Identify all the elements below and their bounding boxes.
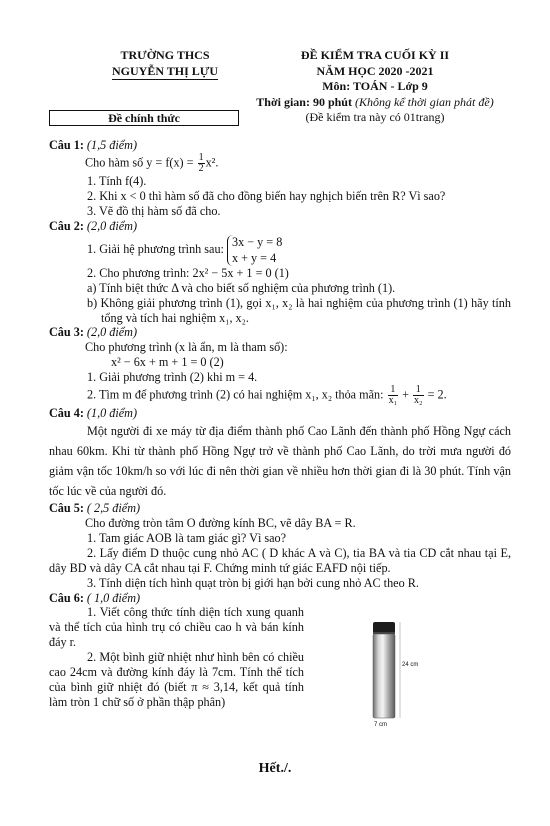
- q1-frac-den: 2: [198, 162, 204, 174]
- time-label: Thời gian: 90 phút: [256, 94, 352, 109]
- q2-item-b: b) Không giải phương trình (1), gọi x₁, x₂ là hai nghiệm của phương trình (1) hãy tính tổng và tích hai nghiệm x₁, x₂.: [87, 295, 511, 325]
- exam-body: [49, 138, 511, 710]
- q3-tail: = 2.: [424, 387, 447, 402]
- q1-frac-num: 1: [198, 151, 204, 163]
- q3-intro: Cho phương trình (x là ẩn, m là tham số):: [85, 340, 288, 355]
- q2-system: [227, 235, 282, 266]
- q2-item2: 2. Cho phương trình: 2x² − 5x + 1 = 0 (1): [87, 265, 289, 280]
- thermos-height-label: 24 cm: [402, 662, 419, 668]
- q2-item1: 1. Giải hệ phương trình sau:: [87, 242, 227, 257]
- q3-equation: x² − 6x + m + 1 = 0 (2): [111, 355, 224, 370]
- q6-title: Câu 6:: [49, 590, 84, 605]
- q3-points: (2,0 điểm): [86, 325, 138, 340]
- q4-title: Câu 4:: [49, 405, 84, 420]
- q3-frac2-num: 1: [413, 385, 424, 396]
- school-year: NĂM HỌC 2020 -2021: [316, 63, 434, 78]
- q6-item2: 2. Một bình giữ nhiệt như hình bên có chiều cao 24cm và đường kính đáy là 7cm. Tính thể tích của bình giữ nhiệt đó (biết π ≈ 3,14, kết quả tính làm tròn 1 chữ số ở phần thập phân): [49, 650, 304, 709]
- q1-fraction: [198, 153, 205, 174]
- q5-points: ( 2,5 điểm): [86, 501, 141, 516]
- q3-item2: 2. Tìm m để phương trình (2) có hai nghiệm x₁, x₂ thỏa mãn:: [87, 387, 387, 402]
- q1-points: (1,5 điểm): [86, 138, 138, 152]
- q1-item3: 3. Vẽ đồ thị hàm số đã cho.: [87, 203, 221, 218]
- q2-points: (2,0 điểm): [86, 218, 138, 233]
- official-badge: Đề chính thức: [49, 110, 239, 126]
- q6-item1: 1. Viết công thức tính diện tích xung quanh và thể tích của hình trụ có chiều cao h và bán kính đáy r.: [49, 605, 304, 650]
- q4-text: Một người đi xe máy từ địa điểm thành phố Cao Lãnh đến thành phố Hồng Ngự cách nhau 60km. Khi từ thành phố Hồng Ngự trở về thành phố Cao Lãnh, do trời mưa người đó giảm vận tốc 10km/h so với lúc đi nên thời gian về nhiều hơn thời gian đi là 30 phút. Tính vận tốc lúc về của người đó.: [49, 423, 511, 499]
- q5-item3: 3. Tính diện tích hình quạt tròn bị giới hạn bởi cung nhỏ AC theo R.: [87, 575, 419, 590]
- q2-eq-a: 3x − y = 8: [231, 235, 283, 250]
- q2-eq-b: x + y = 4: [231, 250, 277, 265]
- q3-frac2-den: x₂: [414, 394, 423, 406]
- exam-title: ĐỀ KIỂM TRA CUỐI KỲ II: [300, 48, 450, 62]
- q5-title: Câu 5:: [49, 501, 84, 516]
- subject: Môn: TOÁN - Lớp 9: [322, 79, 428, 94]
- question-3: [49, 325, 511, 406]
- school-line2: NGUYỄN THỊ LỰU: [112, 64, 218, 81]
- q3-item2-line: [49, 385, 511, 406]
- q3-frac1: [388, 385, 399, 406]
- q3-frac2: [413, 385, 424, 406]
- q4-points: (1,0 điểm): [86, 405, 138, 420]
- question-1: [49, 138, 511, 219]
- time-line: [250, 95, 500, 111]
- q1-func-tail: x².: [205, 155, 219, 170]
- q1-title: Câu 1:: [49, 138, 84, 152]
- school-header: [70, 48, 260, 80]
- q1-item2: 2. Khi x < 0 thì hàm số đã cho đồng biến hay nghịch biến trên R? Vì sao?: [87, 188, 446, 203]
- q6-points: ( 1,0 điểm): [86, 590, 141, 605]
- question-4: [49, 406, 511, 501]
- q3-frac1-num: 1: [388, 385, 399, 396]
- thermos-width-label: 7 cm: [374, 722, 388, 728]
- q5-intro: Cho đường tròn tâm O đường kính BC, vẽ dây BA = R.: [85, 516, 356, 531]
- q1-item1: 1. Tính f(4).: [87, 173, 147, 188]
- exam-header: [250, 48, 500, 126]
- q2-item-a: a) Tính biệt thức Δ và cho biết số nghiệm của phương trình (1).: [87, 280, 396, 295]
- time-note: (Không kể thời gian phát đề): [354, 94, 494, 109]
- q3-frac1-den: x₁: [388, 394, 398, 406]
- q5-item1: 1. Tam giác AOB là tam giác gì? Vì sao?: [87, 531, 287, 545]
- q2-item1-line: [49, 235, 511, 266]
- q3-title: Câu 3:: [49, 325, 84, 340]
- question-5: [49, 501, 511, 590]
- q1-intro: Cho hàm số y = f(x) =: [85, 155, 197, 170]
- thermos-figure: [360, 618, 420, 730]
- q1-intro-line: [49, 153, 511, 174]
- page-note: (Đề kiểm tra này có 01trang): [305, 110, 445, 125]
- q5-item2: 2. Lấy điểm D thuộc cung nhỏ AC ( D khác A và C), tia BA và tia CD cắt nhau tại E, dây BD và dây CA cắt nhau tại F. Chứng minh tứ giác EAFD nội tiếp.: [49, 545, 511, 575]
- q2-title: Câu 2:: [49, 218, 84, 233]
- school-line1: TRƯỜNG THCS: [120, 48, 210, 62]
- q3-plus: +: [399, 387, 413, 402]
- end-marker: Hết./.: [258, 761, 292, 776]
- question-2: [49, 219, 511, 326]
- question-6: [49, 591, 511, 710]
- q3-item1: 1. Giải phương trình (2) khi m = 4.: [87, 370, 258, 384]
- thermos-bottle-icon: [360, 618, 430, 730]
